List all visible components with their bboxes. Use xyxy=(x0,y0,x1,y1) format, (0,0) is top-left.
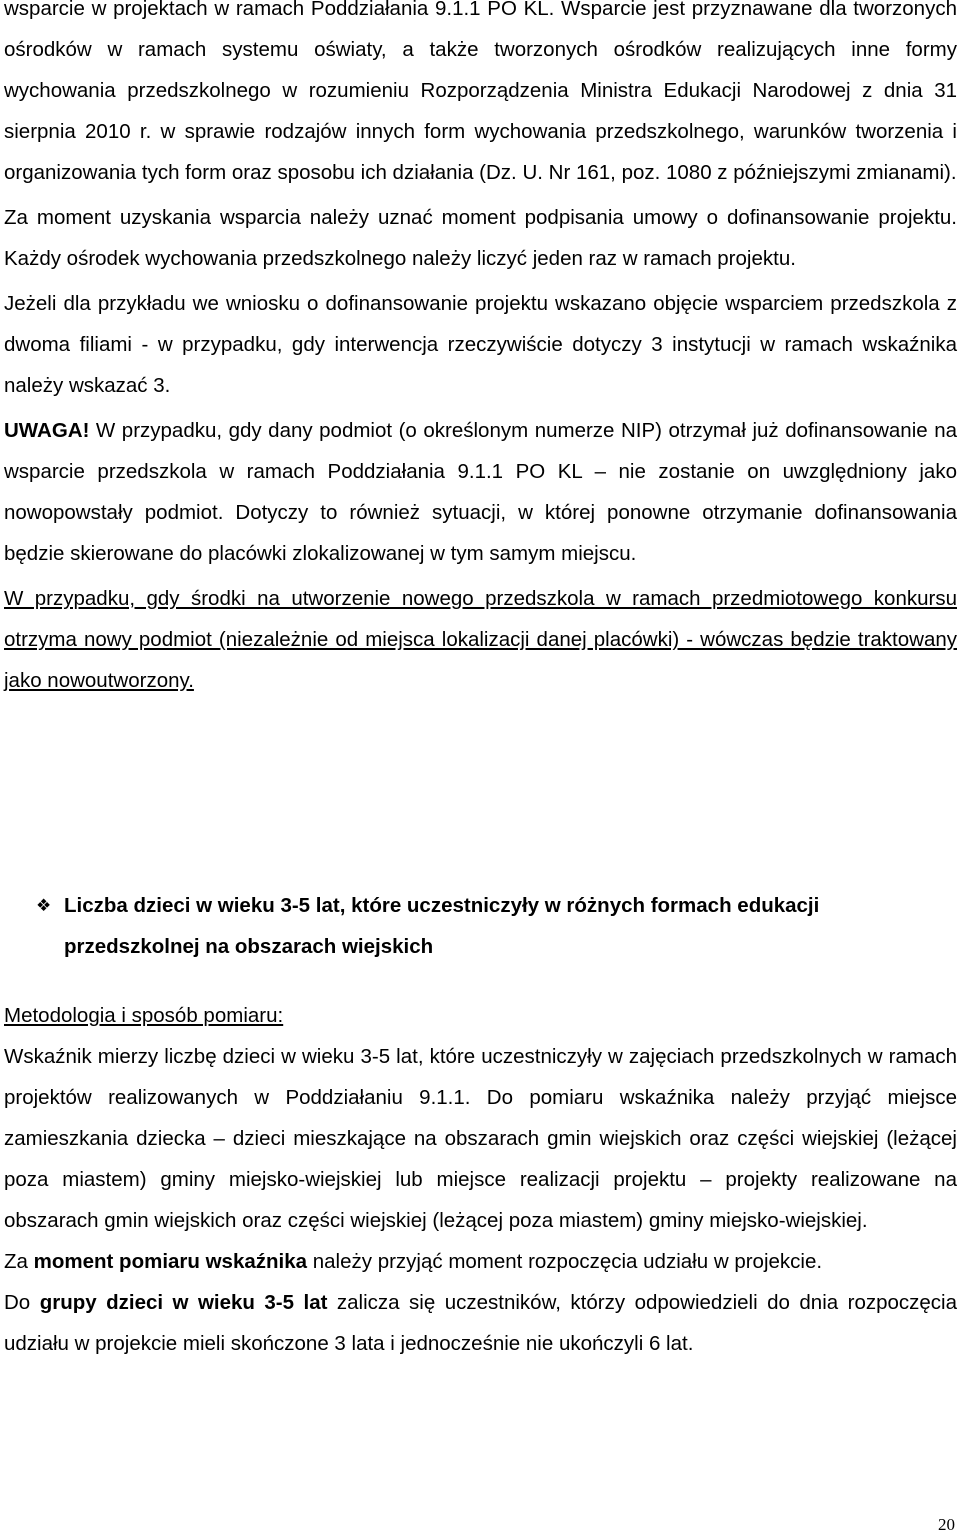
measurement-paragraph xyxy=(4,1241,957,1282)
warning-text: W przypadku, gdy dany podmiot (o określonym numerze NIP) otrzymał już dofinansowanie na wsparcie przedszkola w ramach Poddziałania 9.1.1 PO KL – nie zostanie on uwzględniony jako nowopowstały podmiot. Dotyczy to również sytuacji, w której ponowne otrzymanie dofinansowania będzie skierowane do placówki zlokalizowanej w tym samym miejscu. xyxy=(4,419,957,565)
document-page xyxy=(4,0,957,701)
example-paragraph: Jeżeli dla przykładu we wniosku o dofinansowanie projektu wskazano objęcie wsparciem przedszkola z dwoma filiami - w przypadku, gdy interwencja rzeczywiście dotyczy 3 instytucji w ramach wskaźnika należy wskazać 3. xyxy=(4,292,957,397)
diamond-bullet-icon: ❖ xyxy=(36,896,52,915)
new-entity-paragraph: W przypadku, gdy środki na utworzenie nowego przedszkola w ramach przedmiotowego konkursu otrzyma nowy podmiot (niezależnie od miejsca lokalizacji danej placówki) - wówczas będzie traktowany jako nowoutworzony. xyxy=(4,587,957,692)
age-group-suffix: zalicza się uczestników, którzy odpowiedzieli do dnia rozpoczęcia udziału w projekcie mieli skończone 3 lata i jednocześnie nie ukończyli 6 lat. xyxy=(4,1291,958,1355)
methodology-section xyxy=(4,995,957,1364)
age-group-prefix: Do xyxy=(4,1291,40,1314)
methodology-heading: Metodologia i sposób pomiaru: xyxy=(4,1004,284,1027)
moment-paragraph: Za moment uzyskania wsparcia należy uznać moment podpisania umowy o dofinansowanie projektu. Każdy ośrodek wychowania przedszkolnego należy liczyć jeden raz w ramach projektu. xyxy=(4,206,957,270)
age-group-paragraph xyxy=(4,1282,957,1364)
warning-paragraph xyxy=(4,410,957,574)
warning-label: UWAGA! xyxy=(4,419,90,442)
methodology-paragraph: Wskaźnik mierzy liczbę dzieci w wieku 3-5 lat, które uczestniczyły w zajęciach przedszkolnych w ramach projektów realizowanych w Poddziałaniu 9.1.1. Do pomiaru wskaźnika należy przyjąć miejsce zamieszkania dziecka – dzieci mieszkające na obszarach gmin wiejskich oraz części wiejskiej (leżącej poza miastem) gminy miejsko-wiejskiej lub miejsce realizacji projektu – projekty realizowane na obszarach gmin wiejskich oraz części wiejskiej (leżącej poza miastem) gminy miejsko-wiejskiej. xyxy=(4,1045,957,1232)
age-group-bold: grupy dzieci w wieku 3-5 lat xyxy=(39,1291,328,1314)
measurement-prefix: Za xyxy=(4,1250,34,1273)
measurement-suffix: należy przyjąć moment rozpoczęcia udziału w projekcie. xyxy=(307,1250,823,1273)
page-number: 20 xyxy=(938,1515,955,1534)
indicator-title: Liczba dzieci w wieku 3-5 lat, które uczestniczyły w różnych formach edukacji przedszkolnej na obszarach wiejskich xyxy=(64,894,820,958)
measurement-bold: moment pomiaru wskaźnika xyxy=(33,1250,308,1273)
indicator-heading xyxy=(36,885,957,967)
intro-paragraph: wsparcie w projektach w ramach Poddziałania 9.1.1 PO KL. Wsparcie jest przyznawane dla tworzonych ośrodków w ramach systemu oświaty, a także tworzonych ośrodków realizujących inne formy wychowania przedszkolnego w rozumieniu Rozporządzenia Ministra Edukacji Narodowej z dnia 31 sierpnia 2010 r. w sprawie rodzajów innych form wychowania przedszkolnego, warunków tworzenia i organizowania tych form oraz sposobu ich działania (Dz. U. Nr 161, poz. 1080 z późniejszymi zmianami). xyxy=(4,0,957,184)
